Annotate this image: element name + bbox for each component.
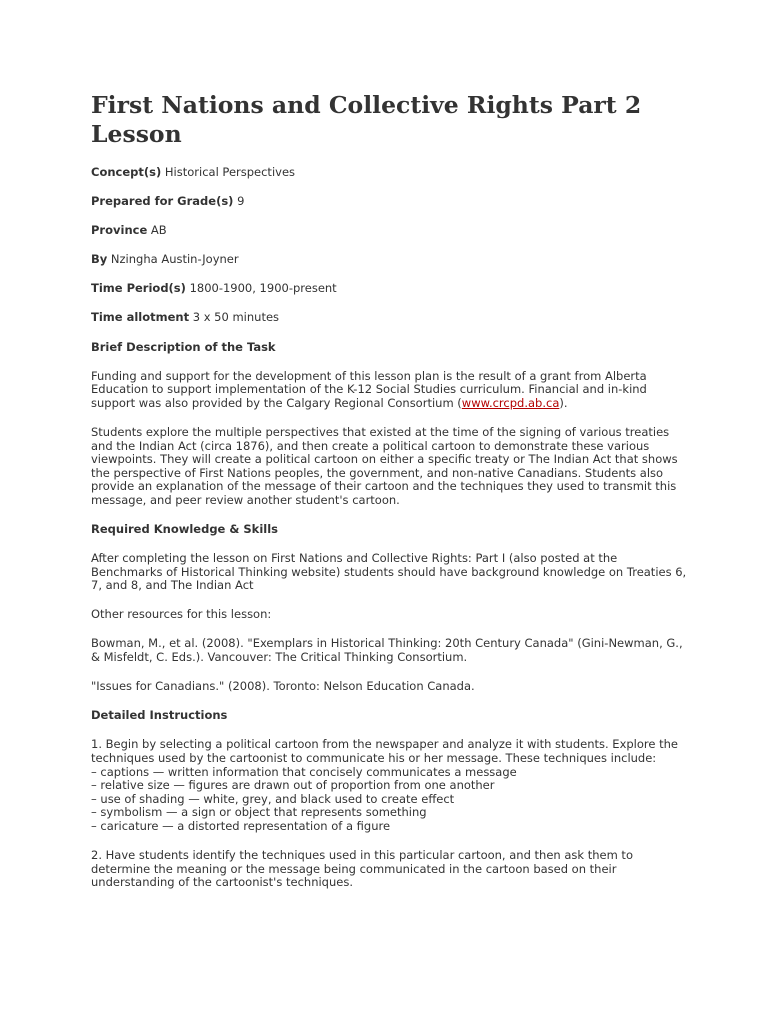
- technique-item: – captions — written information that concisely communicates a message: [91, 764, 517, 779]
- brief-paragraph-funding: [91, 370, 691, 411]
- province-field: [91, 224, 691, 238]
- author-label: By: [91, 252, 108, 267]
- technique-item: – use of shading — white, grey, and black used to create effect: [91, 791, 455, 806]
- instruction-step-1-text: 1. Begin by selecting a political cartoon from the newspaper and analyze it with students. Explore the techniques used by the cartoonist to communicate his or her message. These techniques include:: [91, 737, 678, 765]
- grade-field: [91, 195, 691, 209]
- time-allotment-value: 3 x 50 minutes: [192, 310, 280, 325]
- time-period-value: 1800-1900, 1900-present: [189, 281, 337, 296]
- funding-text: Funding and support for the development of this lesson plan is the result of a grant from Alberta Education to support implementation of the K-12 Social Studies curriculum. Financial and in-kind support was also provided by the Calgary Regional Consortium (: [91, 368, 647, 410]
- instruction-step-2: 2. Have students identify the techniques used in this particular cartoon, and then ask them to determine the meaning or the message being communicated in the cartoon based on their understanding of the cartoonist's techniques.: [91, 848, 633, 890]
- time-allotment-field: [91, 311, 691, 325]
- crcpd-link[interactable]: www.crcpd.ab.ca: [461, 395, 560, 410]
- detailed-instructions-heading: Detailed Instructions: [91, 708, 228, 723]
- province-value: AB: [150, 223, 167, 238]
- technique-item: – caricature — a distorted representation of a figure: [91, 818, 391, 833]
- page-title: First Nations and Collective Rights Part 2 Lesson: [91, 91, 642, 148]
- grade-label: Prepared for Grade(s): [91, 194, 234, 209]
- resource-citation-bowman: Bowman, M., et al. (2008). "Exemplars in Historical Thinking: 20th Century Canada" (Gini-Newman, G., & Misfeldt, C. Eds.). Vancouver: The Critical Thinking Consortium.: [91, 636, 683, 665]
- concepts-label: Concept(s): [91, 165, 162, 179]
- author-field: [91, 253, 691, 267]
- concepts-field: [91, 166, 691, 180]
- required-paragraph-resources-intro: Other resources for this lesson:: [91, 607, 272, 622]
- time-period-field: [91, 282, 691, 296]
- grade-value: 9: [237, 194, 245, 209]
- time-period-label: Time Period(s): [91, 281, 186, 296]
- brief-description-heading: Brief Description of the Task: [91, 339, 276, 354]
- resource-citation-issues: "Issues for Canadians." (2008). Toronto: Nelson Education Canada.: [91, 679, 475, 694]
- concepts-value: Historical Perspectives: [164, 165, 296, 179]
- instruction-step-1: [91, 738, 691, 833]
- brief-paragraph-overview: Students explore the multiple perspectives that existed at the time of the signing of various treaties and the Indian Act (circa 1876), and then create a political cartoon to demonstrate these various viewpoints. They will create a political cartoon on either a specific treaty or The Indian Act that shows the perspective of First Nations peoples, the government, and non-native Canadians. Students also provide an explanation of the message of their cartoon and the techniques they used to transmit this message, and peer review another student's cartoon.: [91, 424, 678, 507]
- required-knowledge-heading: Required Knowledge & Skills: [91, 522, 278, 536]
- technique-item: – relative size — figures are drawn out of proportion from one another: [91, 778, 495, 793]
- province-label: Province: [91, 223, 148, 238]
- required-paragraph-background: After completing the lesson on First Nations and Collective Rights: Part I (also posted at the Benchmarks of Historical Thinking website) students should have background knowledge on Treaties 6, 7, and 8, and The Indian Act: [91, 551, 687, 593]
- technique-item: – symbolism — a sign or object that represents something: [91, 805, 427, 820]
- document-content: [91, 91, 691, 890]
- funding-text-end: ).: [559, 395, 568, 410]
- time-allotment-label: Time allotment: [91, 310, 190, 325]
- author-value: Nzingha Austin-Joyner: [110, 252, 239, 267]
